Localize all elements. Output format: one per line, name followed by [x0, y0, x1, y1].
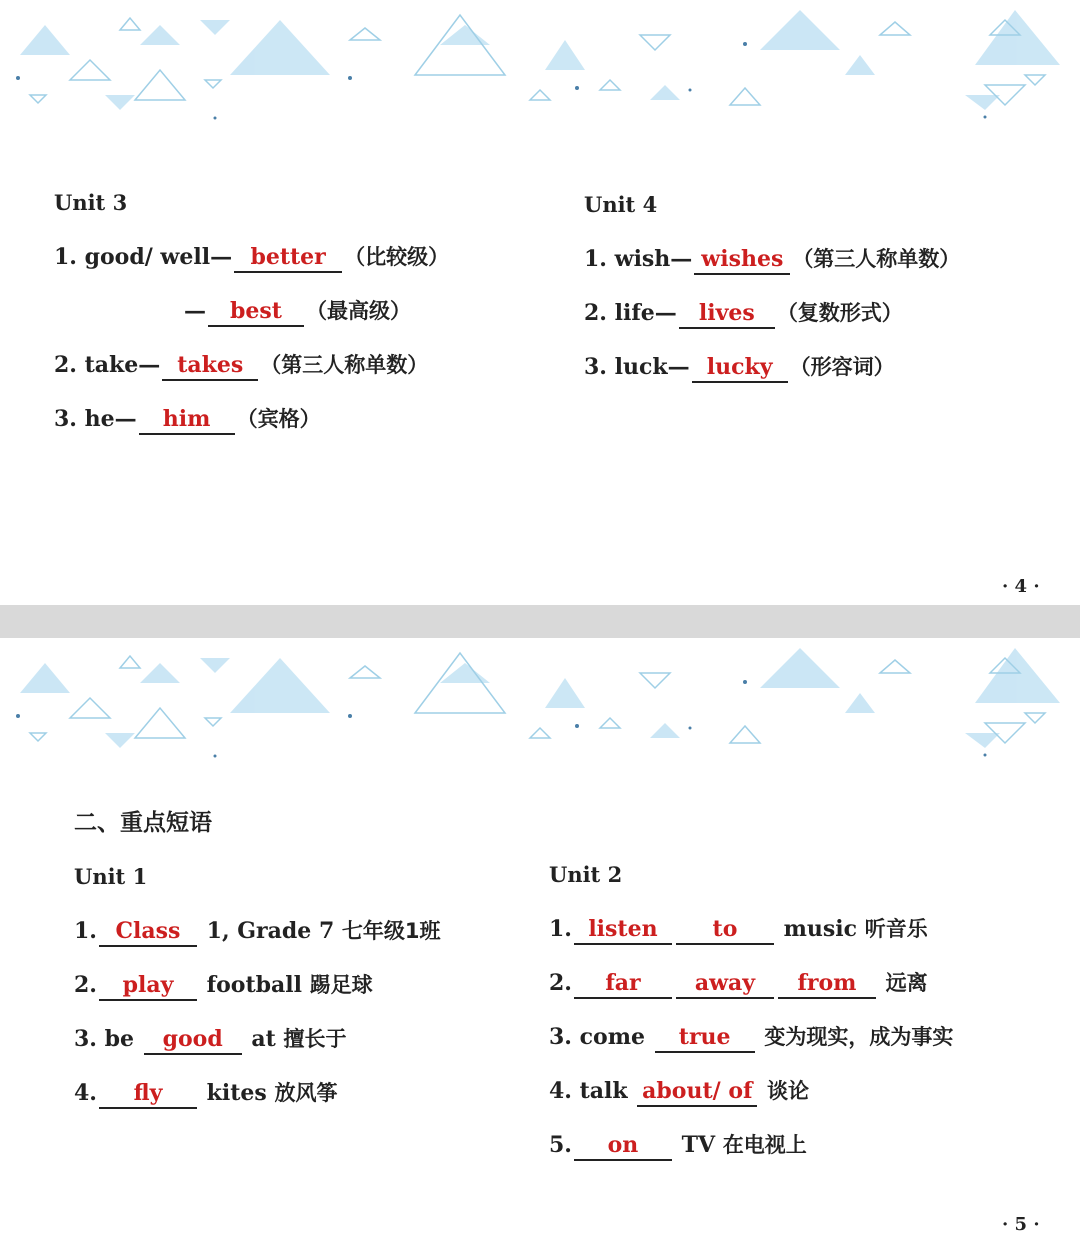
answer-blank[interactable]: lucky — [692, 354, 788, 383]
unit4-item-1 — [584, 244, 960, 275]
item-prefix: 1. good/ well— — [54, 244, 233, 270]
answer-blank[interactable]: play — [99, 972, 197, 1001]
unit2-item-4 — [549, 1076, 809, 1107]
page-5 — [0, 638, 1080, 1239]
item-prefix: 4. talk — [549, 1078, 628, 1104]
grammar-note: （比较级） — [344, 245, 450, 269]
item-suffix: football — [206, 972, 302, 998]
item-prefix: 3. he— — [54, 406, 137, 432]
answer-blank[interactable]: best — [208, 298, 304, 327]
item-prefix: 1. wish— — [584, 246, 693, 272]
grammar-note: （复数形式） — [776, 301, 903, 325]
item-prefix: 5. — [549, 1132, 572, 1158]
section-title: 二、重点短语 — [74, 810, 212, 836]
unit4-title: Unit 4 — [584, 192, 658, 217]
answer-blank[interactable]: far — [574, 970, 672, 999]
answer-blank[interactable]: listen — [574, 916, 672, 945]
answer-blank[interactable]: about/ of — [637, 1078, 757, 1107]
chinese-meaning: 远离 — [885, 971, 928, 995]
unit3-item-3 — [54, 404, 321, 435]
chinese-meaning: 擅长于 — [283, 1027, 347, 1051]
item-suffix: kites — [206, 1080, 267, 1106]
answer-blank[interactable]: to — [676, 916, 774, 945]
item-prefix: 3. luck— — [584, 354, 690, 380]
unit1-item-2 — [74, 970, 373, 1001]
item-prefix: 2. — [74, 972, 97, 998]
answer-blank[interactable]: takes — [162, 352, 258, 381]
unit1-item-4 — [74, 1078, 337, 1109]
answer-blank[interactable]: from — [778, 970, 876, 999]
item-prefix: 4. — [74, 1080, 97, 1106]
chinese-meaning: 谈论 — [767, 1079, 809, 1103]
unit2-title: Unit 2 — [549, 862, 623, 887]
answer-blank[interactable]: fly — [99, 1080, 197, 1109]
chinese-meaning: 踢足球 — [309, 973, 373, 997]
chinese-meaning: 在电视上 — [722, 1133, 807, 1157]
page-4 — [0, 0, 1080, 605]
item-prefix: 1. — [74, 918, 97, 944]
unit2-item-5 — [549, 1130, 807, 1161]
answer-blank[interactable]: lives — [679, 300, 775, 329]
unit4-item-3 — [584, 352, 895, 383]
unit2-item-3 — [549, 1022, 953, 1053]
answer-blank[interactable]: good — [144, 1026, 242, 1055]
item-prefix: — — [184, 298, 206, 324]
unit1-item-3 — [74, 1024, 346, 1055]
chinese-meaning: 七年级1班 — [341, 919, 441, 943]
triangle-decoration-banner — [0, 638, 1080, 763]
grammar-note: （形容词） — [789, 355, 895, 379]
item-prefix: 3. come — [549, 1024, 645, 1050]
answer-blank[interactable]: away — [676, 970, 774, 999]
item-prefix: 1. — [549, 916, 572, 942]
answer-blank[interactable]: better — [234, 244, 342, 273]
answer-blank[interactable]: on — [574, 1132, 672, 1161]
unit3-item-1b — [184, 296, 411, 327]
page-number: · 4 · — [1002, 576, 1040, 597]
unit3-item-1 — [54, 242, 449, 273]
item-prefix: 2. — [549, 970, 572, 996]
triangle-decoration-banner — [0, 0, 1080, 125]
answer-blank[interactable]: him — [139, 406, 235, 435]
item-suffix: 1, Grade 7 — [206, 918, 335, 944]
chinese-meaning: 变为现实，成为事实 — [764, 1025, 954, 1049]
unit3-item-2 — [54, 350, 428, 381]
grammar-note: （第三人称单数） — [260, 353, 429, 377]
chinese-meaning: 听音乐 — [864, 917, 928, 941]
grammar-note: （宾格） — [236, 407, 321, 431]
item-suffix: at — [251, 1026, 276, 1052]
item-suffix: TV — [681, 1132, 716, 1158]
answer-blank[interactable]: Class — [99, 918, 197, 947]
chinese-meaning: 放风筝 — [274, 1081, 338, 1105]
item-prefix: 2. take— — [54, 352, 161, 378]
unit3-title: Unit 3 — [54, 190, 128, 215]
page-number: · 5 · — [1002, 1214, 1040, 1235]
unit1-title: Unit 1 — [74, 864, 148, 889]
unit2-item-2 — [549, 968, 928, 999]
answer-blank[interactable]: true — [655, 1024, 755, 1053]
grammar-note: （第三人称单数） — [792, 247, 961, 271]
grammar-note: （最高级） — [306, 299, 411, 323]
item-prefix: 2. life— — [584, 300, 677, 326]
unit4-item-2 — [584, 298, 903, 329]
unit2-item-1 — [549, 914, 928, 945]
answer-blank[interactable]: wishes — [694, 246, 790, 275]
item-prefix: 3. be — [74, 1026, 135, 1052]
item-suffix: music — [783, 916, 858, 942]
unit1-item-1 — [74, 916, 441, 947]
